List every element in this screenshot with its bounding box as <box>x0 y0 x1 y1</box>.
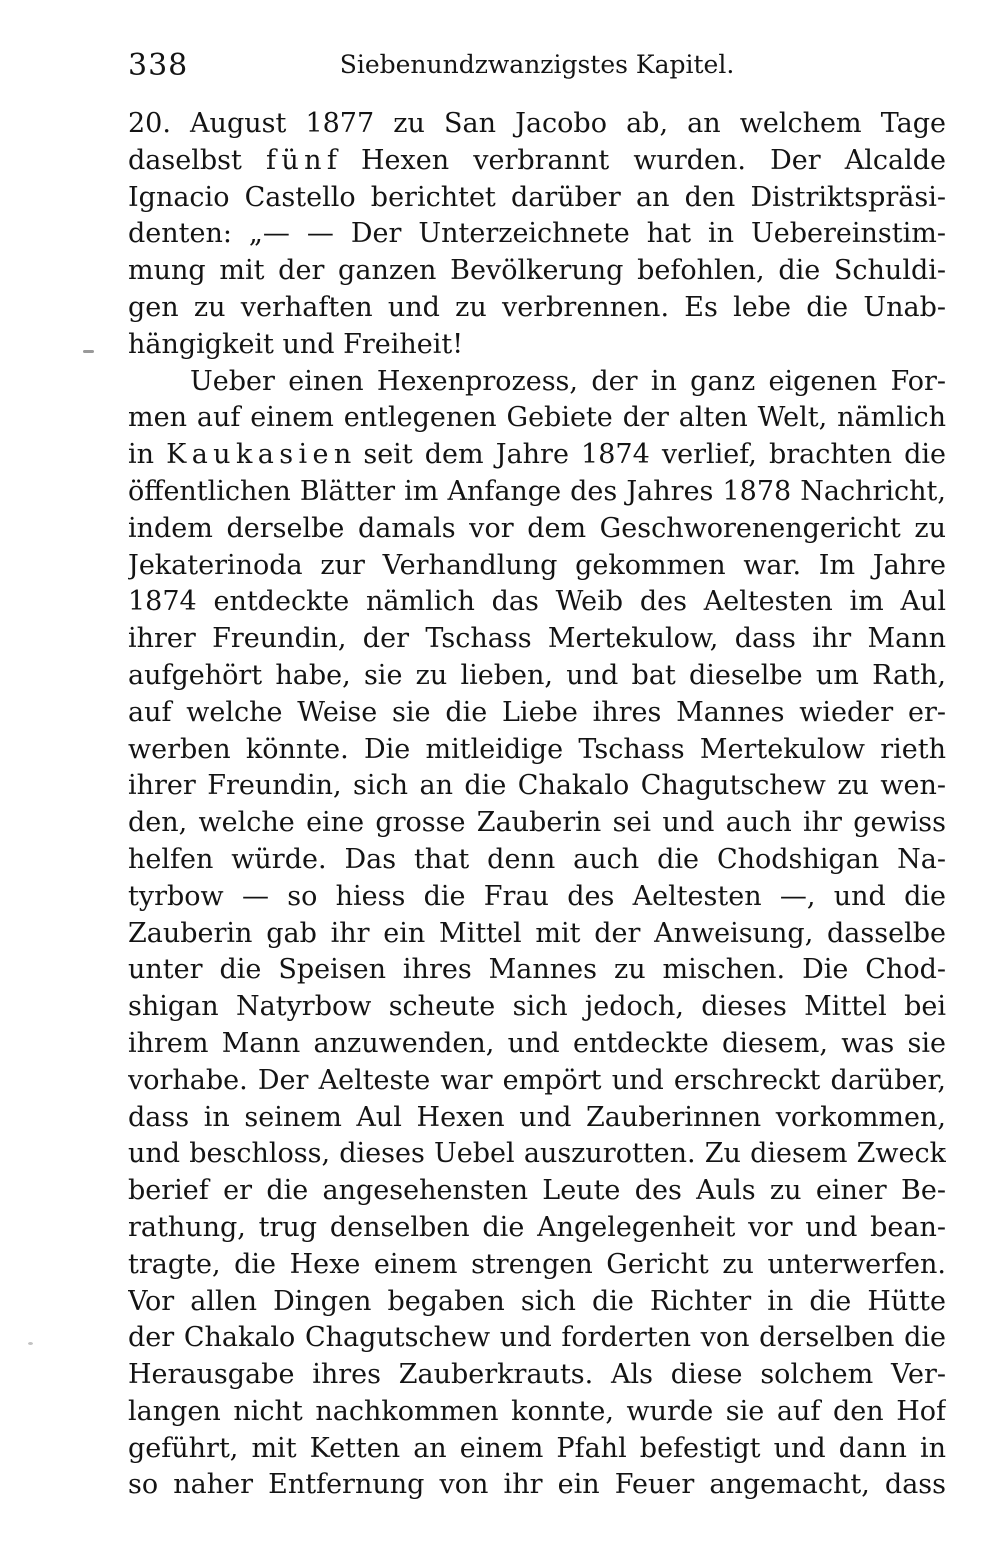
text-line: shigan Natyrbow scheute sich jedoch, dieses Mittel bei <box>128 991 946 1023</box>
text-line: Ignacio Castello berichtet darüber an den Distriktspräsi- <box>128 181 946 213</box>
text-line: öffentlichen Blätter im Anfange des Jahres 1878 Nachricht, <box>128 475 946 507</box>
text-line: in K a u k a s i e n seit dem Jahre 1874 verlief, brachten die <box>128 439 946 471</box>
page-header <box>128 46 946 83</box>
text-line: helfen würde. Das that denn auch die Chodshigan Na- <box>128 843 946 875</box>
text-line: Ueber einen Hexenprozess, der in ganz eigenen For- <box>190 365 946 397</box>
scan-artifact-dot <box>28 1342 33 1345</box>
text-line: 1874 entdeckte nämlich das Weib des Aeltesten im Aul <box>128 586 946 618</box>
text-line: daselbst f ü n f Hexen verbrannt wurden. Der Alcalde <box>128 144 946 176</box>
text-line: indem derselbe damals vor dem Geschworenengericht zu <box>128 512 946 544</box>
text-line: unter die Speisen ihres Mannes zu mischen. Die Chod- <box>128 954 946 986</box>
page-number: 338 <box>128 48 189 83</box>
text-line: mung mit der ganzen Bevölkerung befohlen, die Schuldi- <box>128 255 946 287</box>
text-line: berief er die angesehensten Leute des Auls zu einer Be- <box>128 1175 946 1207</box>
text-line: dass in seinem Aul Hexen und Zauberinnen vorkommen, <box>128 1101 946 1133</box>
text-line: vorhabe. Der Aelteste war empört und erschreckt darüber, <box>128 1064 946 1096</box>
text-line: Zauberin gab ihr ein Mittel mit der Anweisung, dasselbe <box>128 917 946 949</box>
page-text <box>128 106 946 1504</box>
text-line: werben könnte. Die mitleidige Tschass Mertekulow rieth <box>128 733 946 765</box>
text-line: so naher Entfernung von ihr ein Feuer angemacht, dass <box>128 1469 946 1501</box>
text-line: rathung, trug denselben die Angelegenheit vor und bean- <box>128 1211 946 1243</box>
text-line: ihrem Mann anzuwenden, und entdeckte diesem, was sie <box>128 1027 946 1059</box>
text-line: der Chakalo Chagutschew und forderten von derselben die <box>128 1322 946 1354</box>
text-line: langen nicht nachkommen konnte, wurde sie auf den Hof <box>128 1395 946 1427</box>
text-line: tragte, die Hexe einem strengen Gericht zu unterwerfen. <box>128 1248 946 1280</box>
text-line: Herausgabe ihres Zauberkrauts. Als diese solchem Ver- <box>128 1359 946 1391</box>
text-line: und beschloss, dieses Uebel auszurotten. Zu diesem Zweck <box>128 1138 946 1170</box>
text-line: geführt, mit Ketten an einem Pfahl befestigt und dann in <box>128 1432 946 1464</box>
text-line: den, welche eine grosse Zauberin sei und auch ihr gewiss <box>128 807 946 839</box>
text-line: Jekaterinoda zur Verhandlung gekommen war. Im Jahre <box>128 549 946 581</box>
chapter-title: Siebenundzwanzigstes Kapitel. <box>339 50 735 79</box>
text-line: hängigkeit und Freiheit! <box>128 328 464 360</box>
text-line: ihrer Freundin, der Tschass Mertekulow, dass ihr Mann <box>128 623 946 655</box>
text-line: denten: „— — Der Unterzeichnete hat in Uebereinstim- <box>128 218 946 250</box>
text-line: tyrbow — so hiess die Frau des Aeltesten —, und die <box>128 880 946 912</box>
text-line: aufgehört habe, sie zu lieben, und bat dieselbe um Rath, <box>128 659 946 691</box>
text-line: auf welche Weise sie die Liebe ihres Mannes wieder er- <box>128 696 946 728</box>
text-line: gen zu verhaften und zu verbrennen. Es lebe die Unab- <box>128 291 946 323</box>
text-line: ihrer Freundin, sich an die Chakalo Chagutschew zu wen- <box>128 770 946 802</box>
text-line: 20. August 1877 zu San Jacobo ab, an welchem Tage <box>128 108 946 139</box>
text-line: Vor allen Dingen begaben sich die Richter in die Hütte <box>128 1285 946 1317</box>
scan-artifact-dash <box>83 350 94 353</box>
text-line: men auf einem entlegenen Gebiete der alten Welt, nämlich <box>128 402 946 434</box>
